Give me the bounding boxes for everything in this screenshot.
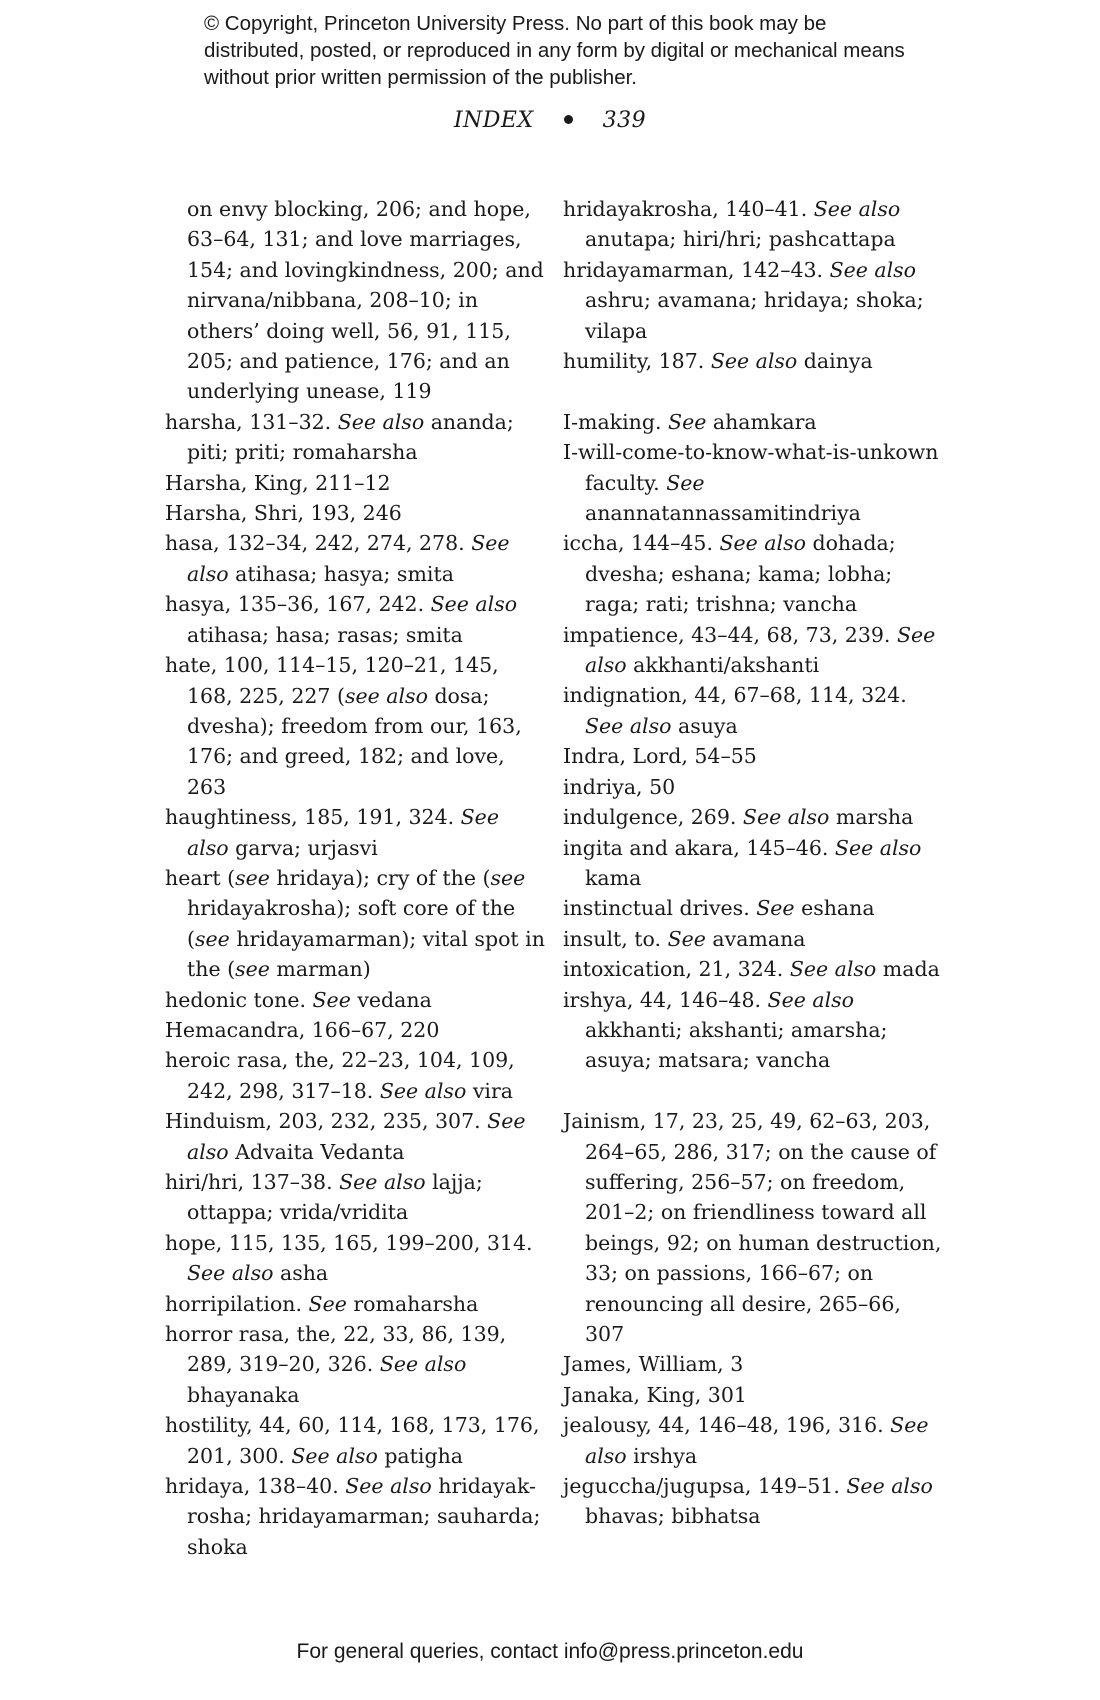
cross-reference-label: see also [344, 683, 428, 708]
entry-text: dainya [797, 349, 873, 374]
entry-text: asha [273, 1261, 329, 1286]
entry-text: horror rasa, the, 22, 33, 86, 139, 289, 319–20, 326. [165, 1322, 507, 1377]
index-entry [563, 407, 943, 437]
cross-reference-label: See also [339, 1170, 426, 1194]
entry-text: hridayakrosha); soft core of the ( [187, 896, 516, 951]
index-entry [165, 1289, 545, 1319]
entry-text: akkhanti; akshanti; amarsha; asuya; matsara; vancha [585, 1017, 888, 1073]
index-entry [563, 1410, 943, 1471]
index-entry [165, 1106, 545, 1167]
entry-text: hridayak-rosha; hridayamarman; sauharda; shoka [187, 1474, 541, 1559]
entry-text: on envy blocking, 206; and hope, 63–64, 131; and love marriages, 154; and lovingkindness, 200; and nirvana/nibbana, 208–10; in others’ doing well, 56, 91, 115, 205; and patience, 176; and an underlying unease, 119 [187, 197, 544, 404]
index-entry [165, 1319, 545, 1410]
cross-reference-label: see [235, 865, 270, 890]
entry-text: hridaya); cry of the ( [269, 865, 491, 890]
index-entry [165, 1228, 545, 1289]
entry-text: haughtiness, 185, 191, 324. [165, 805, 461, 830]
entry-text: Hemacandra, 166–67, 220 [165, 1017, 440, 1042]
entry-text: heroic rasa, the, 22–23, 104, 109, 242, 298, 317–18. [165, 1048, 515, 1103]
entry-text: irshya [626, 1443, 698, 1468]
cross-reference-label: See also [585, 713, 672, 738]
footer-contact: For general queries, contact info@press.princeton.edu [296, 1640, 804, 1663]
entry-text: impatience, 43–44, 68, 73, 239. [563, 622, 897, 647]
cross-reference-label: See also [767, 987, 854, 1012]
entry-text: insult, to. [563, 926, 668, 951]
entry-text: eshana [794, 896, 875, 921]
running-head [0, 108, 1100, 133]
cross-reference-label: See also [585, 622, 936, 678]
letter-group-gap [563, 1076, 943, 1106]
index-entry [563, 346, 943, 376]
entry-text: hasya, 135–36, 167, 242. [165, 592, 431, 617]
index-entry [165, 863, 545, 985]
cross-reference-label: See also [379, 1352, 467, 1377]
cross-reference-label: See also [710, 349, 798, 374]
index-entry [165, 407, 545, 468]
index-entry [165, 802, 545, 863]
entry-text: heart ( [165, 865, 236, 890]
letter-group-gap [563, 376, 943, 406]
cross-reference-label: see [195, 926, 230, 951]
entry-text: bhavas; bibhatsa [585, 1504, 761, 1529]
entry-text: hridayamarman, 142–43. [563, 257, 830, 282]
cross-reference-label: See also [187, 805, 499, 860]
index-entry [563, 802, 943, 832]
entry-text: hridayakrosha, 140–41. [563, 197, 814, 221]
cross-reference-label: See also [813, 197, 901, 221]
entry-text: vira [466, 1078, 513, 1103]
entry-text: I-making. [563, 409, 669, 434]
entry-text: hasa, 132–34, 242, 274, 278. [165, 531, 472, 556]
index-entry [563, 772, 943, 802]
entry-text: instinctual drives. [563, 896, 757, 921]
index-entry [563, 954, 943, 984]
index-entry [165, 589, 545, 650]
cross-reference-label: See also [430, 592, 518, 617]
entry-text: ashru; avamana; hridaya; shoka; vilapa [585, 288, 924, 343]
entry-text: marsha [829, 805, 914, 830]
index-entry [563, 528, 943, 619]
entry-text: Harsha, King, 211–12 [165, 470, 391, 495]
cross-reference-label: See [756, 896, 795, 921]
entry-text: atihasa; hasya; smita [228, 561, 454, 586]
entry-text: Janaka, King, 301 [563, 1382, 747, 1407]
index-entry [165, 1015, 545, 1045]
entry-text: dosa; dvesha); freedom from our, 163, 176; and greed, 182; and love, 263 [187, 683, 522, 799]
index-entry [563, 1471, 943, 1532]
page-number: 339 [602, 108, 647, 133]
entry-text: akkhanti/akshanti [626, 653, 820, 678]
entry-text: asuya [671, 713, 738, 738]
entry-text: Advaita Vedanta [228, 1139, 405, 1164]
entry-text: romaharsha [346, 1291, 479, 1316]
entry-text: hridayamarman); vital spot in the ( [187, 926, 545, 982]
index-column-right [563, 194, 943, 1532]
entry-text: hate, 100, 114–15, 120–21, 145, 168, 225, 227 ( [165, 653, 499, 708]
index-entry [563, 1106, 943, 1349]
index-entry [563, 1349, 943, 1379]
section-title: INDEX [453, 108, 534, 133]
cross-reference-label: See also [834, 835, 922, 860]
entry-text: Harsha, Shri, 193, 246 [165, 501, 402, 526]
index-entry [563, 833, 943, 894]
entry-text: irshya, 44, 146–48. [563, 987, 768, 1012]
entry-text: patigha [377, 1443, 463, 1468]
index-column-left [165, 194, 545, 1562]
entry-text: bhayanaka [187, 1382, 300, 1407]
cross-reference-label: See [308, 1291, 347, 1316]
index-entry [165, 1410, 545, 1471]
entry-text: avamana [705, 926, 806, 951]
entry-text: dohada; dvesha; eshana; kama; lobha; raga; rati; trishna; vancha [585, 531, 896, 617]
entry-text: indulgence, 269. [563, 805, 743, 830]
entry-text: hope, 115, 135, 165, 199–200, 314. [165, 1230, 533, 1255]
entry-text: horripilation. [165, 1291, 309, 1316]
entry-text: indriya, 50 [563, 774, 676, 799]
cross-reference-label: See also [742, 805, 830, 830]
index-entry [165, 468, 545, 498]
index-entry [165, 1045, 545, 1106]
index-entry [563, 985, 943, 1076]
cross-reference-label: See also [846, 1474, 933, 1499]
cross-reference-label: See also [719, 531, 806, 556]
index-entry [563, 893, 943, 923]
entry-text: Jainism, 17, 23, 25, 49, 62–63, 203, 264–65, 286, 317; on the cause of suffering, 256–57; on freedom, 201–2; on friendliness toward all beings, 92; on human destruction, 33; on passions, 166–67; on renouncing all desire, 265–66, 307 [563, 1109, 942, 1346]
entry-text: ahamkara [706, 409, 817, 434]
index-entry [165, 498, 545, 528]
entry-text: anannatannassamitindriya [585, 501, 861, 526]
entry-text: atihasa; hasa; rasas; smita [187, 622, 463, 647]
entry-text: vedana [350, 987, 432, 1012]
cross-reference-label: See also [789, 957, 877, 982]
entry-text: I-will-come-to-know-what-is-unkown faculty. [563, 440, 939, 495]
entry-text: harsha, 131–32. [165, 409, 338, 434]
entry-text: ingita and akara, 145–46. [563, 835, 835, 860]
index-entry [165, 1471, 545, 1562]
copyright-notice: © Copyright, Princeton University Press. No part of this book may be distributed, posted, or reproduced in any form by digital or mechanical means without prior written permission of the publisher. [204, 12, 905, 89]
cross-reference-label: See [666, 470, 705, 495]
cross-reference-label: See also [379, 1078, 467, 1103]
cross-reference-label: See also [337, 409, 425, 434]
index-entry [165, 194, 545, 407]
entry-text: James, William, 3 [563, 1352, 744, 1377]
entry-text: hiri/hri, 137–38. [165, 1170, 340, 1194]
entry-text: hostility, 44, 60, 114, 168, 173, 176, 201, 300. [165, 1413, 540, 1468]
entry-text: iccha, 144–45. [563, 531, 720, 556]
entry-text: lajja; ottappa; vrida/vridita [187, 1170, 483, 1225]
entry-text: hedonic tone. [165, 987, 313, 1012]
cross-reference-label: See also [187, 531, 510, 586]
index-entry [165, 1167, 545, 1228]
index-entry [165, 528, 545, 589]
entry-text: humility, 187. [563, 349, 711, 374]
cross-reference-label: See [668, 409, 707, 434]
entry-text: indignation, 44, 67–68, 114, 324. [563, 683, 907, 708]
cross-reference-label: See [312, 987, 351, 1012]
bullet-separator [564, 115, 573, 124]
cross-reference-label: See also [187, 1261, 274, 1286]
index-entry [165, 650, 545, 802]
entry-text: jeguccha/jugupsa, 149–51. [563, 1474, 847, 1499]
entry-text: intoxication, 21, 324. [563, 957, 790, 982]
cross-reference-label: See also [187, 1109, 526, 1164]
index-entry [563, 194, 943, 255]
entry-text: kama [585, 865, 642, 890]
index-entry [563, 741, 943, 771]
entry-text: marman) [269, 957, 371, 982]
entry-text: mada [876, 957, 940, 982]
cross-reference-label: see [235, 957, 270, 982]
cross-reference-label: see [490, 865, 526, 890]
cross-reference-label: See also [829, 257, 917, 282]
cross-reference-label: See also [345, 1474, 432, 1499]
index-entry [563, 1380, 943, 1410]
entry-text: Indra, Lord, 54–55 [563, 744, 757, 769]
index-entry [563, 620, 943, 681]
index-entry [165, 985, 545, 1015]
entry-text: garva; urjasvi [228, 835, 378, 860]
entry-text: ananda; piti; priti; romaharsha [187, 409, 514, 465]
cross-reference-label: See [667, 926, 706, 951]
entry-text: anutapa; hiri/hri; pashcattapa [585, 227, 896, 252]
index-entry [563, 924, 943, 954]
entry-text: Hinduism, 203, 232, 235, 307. [165, 1109, 488, 1134]
index-entry [563, 255, 943, 346]
cross-reference-label: See also [291, 1443, 378, 1468]
entry-text: jealousy, 44, 146–48, 196, 316. [563, 1413, 891, 1438]
cross-reference-label: See also [585, 1413, 929, 1468]
index-entry [563, 680, 943, 741]
entry-text: hridaya, 138–40. [165, 1474, 346, 1499]
index-entry [563, 437, 943, 528]
